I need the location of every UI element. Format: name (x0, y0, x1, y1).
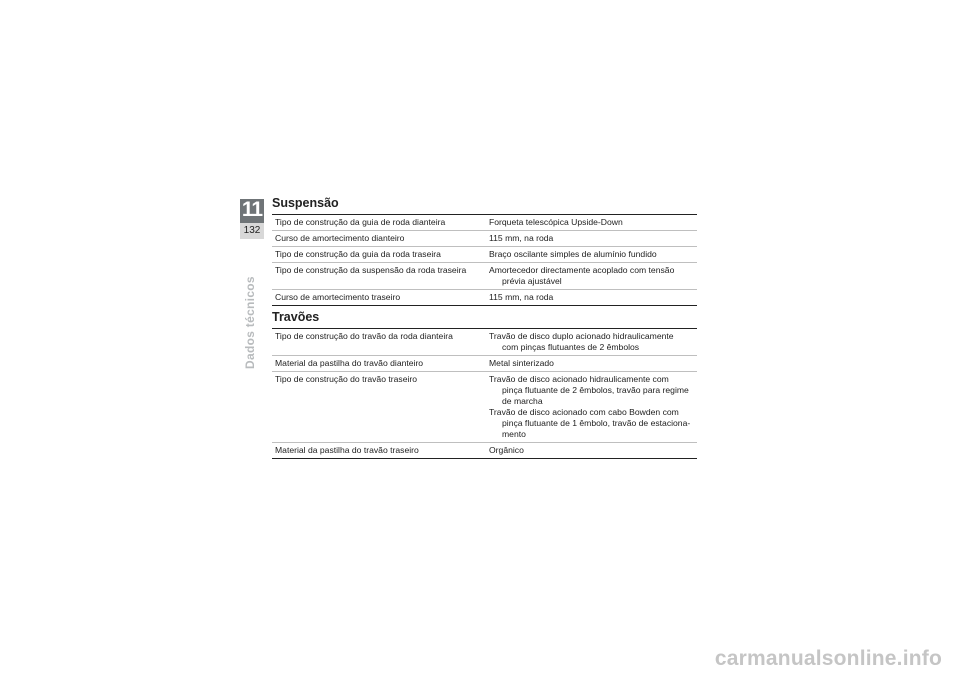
spec-value (486, 443, 697, 459)
spec-row (272, 247, 697, 263)
section-title-suspension: Suspensão (272, 196, 339, 210)
spec-label: Curso de amortecimento traseiro (272, 290, 486, 306)
spec-label: Material da pastilha do travão dianteiro (272, 356, 486, 372)
spec-value-line: pinça flutuante de 2 êmbolos, travão para regime (502, 385, 689, 395)
spec-row (272, 372, 697, 443)
spec-value-line: com pinças flutuantes de 2 êmbolos (502, 342, 640, 352)
spec-value (486, 329, 697, 356)
spec-row (272, 231, 697, 247)
spec-row (272, 443, 697, 459)
spec-table-suspension (272, 214, 697, 306)
spec-row (272, 329, 697, 356)
spec-value-line: 115 mm, na roda (489, 233, 554, 243)
spec-label: Tipo de construção do travão da roda dianteira (272, 329, 486, 356)
page-number: 132 (243, 225, 261, 236)
section-title-brakes: Travões (272, 310, 320, 324)
spec-row (272, 290, 697, 306)
spec-table-brakes (272, 328, 697, 459)
spec-value-line: Forqueta telescópica Upside-Down (489, 217, 623, 227)
watermark: carmanualsonline.info (714, 647, 942, 670)
spec-value-line: Metal sinterizado (489, 358, 554, 368)
spec-value (486, 356, 697, 372)
spec-value-line: mento (502, 429, 526, 439)
spec-value-line: Braço oscilante simples de alumínio fundido (489, 249, 657, 259)
spec-label: Tipo de construção da guia de roda dianteira (272, 215, 486, 231)
chapter-side-title: Dados técnicos (243, 276, 257, 369)
spec-value (486, 372, 697, 443)
chapter-number: 11 (241, 198, 263, 221)
spec-row (272, 356, 697, 372)
spec-value-line: 115 mm, na roda (489, 292, 554, 302)
spec-label: Curso de amortecimento dianteiro (272, 231, 486, 247)
spec-label: Tipo de construção do travão traseiro (272, 372, 486, 443)
spec-value (486, 231, 697, 247)
spec-value-line: Travão de disco duplo acionado hidraulicamente (489, 331, 674, 341)
spec-value-line: de marcha (502, 396, 543, 406)
spec-label: Tipo de construção da guia da roda traseira (272, 247, 486, 263)
spec-value (486, 215, 697, 231)
spec-label: Tipo de construção da suspensão da roda traseira (272, 263, 486, 290)
spec-row (272, 263, 697, 290)
spec-value-line: pinça flutuante de 1 êmbolo, travão de estaciona- (502, 418, 691, 428)
spec-value-line: Amortecedor directamente acoplado com tensão (489, 265, 675, 275)
spec-value (486, 290, 697, 306)
spec-label: Material da pastilha do travão traseiro (272, 443, 486, 459)
spec-value-line: Travão de disco acionado com cabo Bowden com (489, 407, 679, 417)
spec-value-line: Orgânico (489, 445, 524, 455)
spec-value (486, 263, 697, 290)
spec-value (486, 247, 697, 263)
spec-value-line: Travão de disco acionado hidraulicamente com (489, 374, 669, 384)
spec-value-line: prévia ajustável (502, 276, 562, 286)
spec-row (272, 215, 697, 231)
